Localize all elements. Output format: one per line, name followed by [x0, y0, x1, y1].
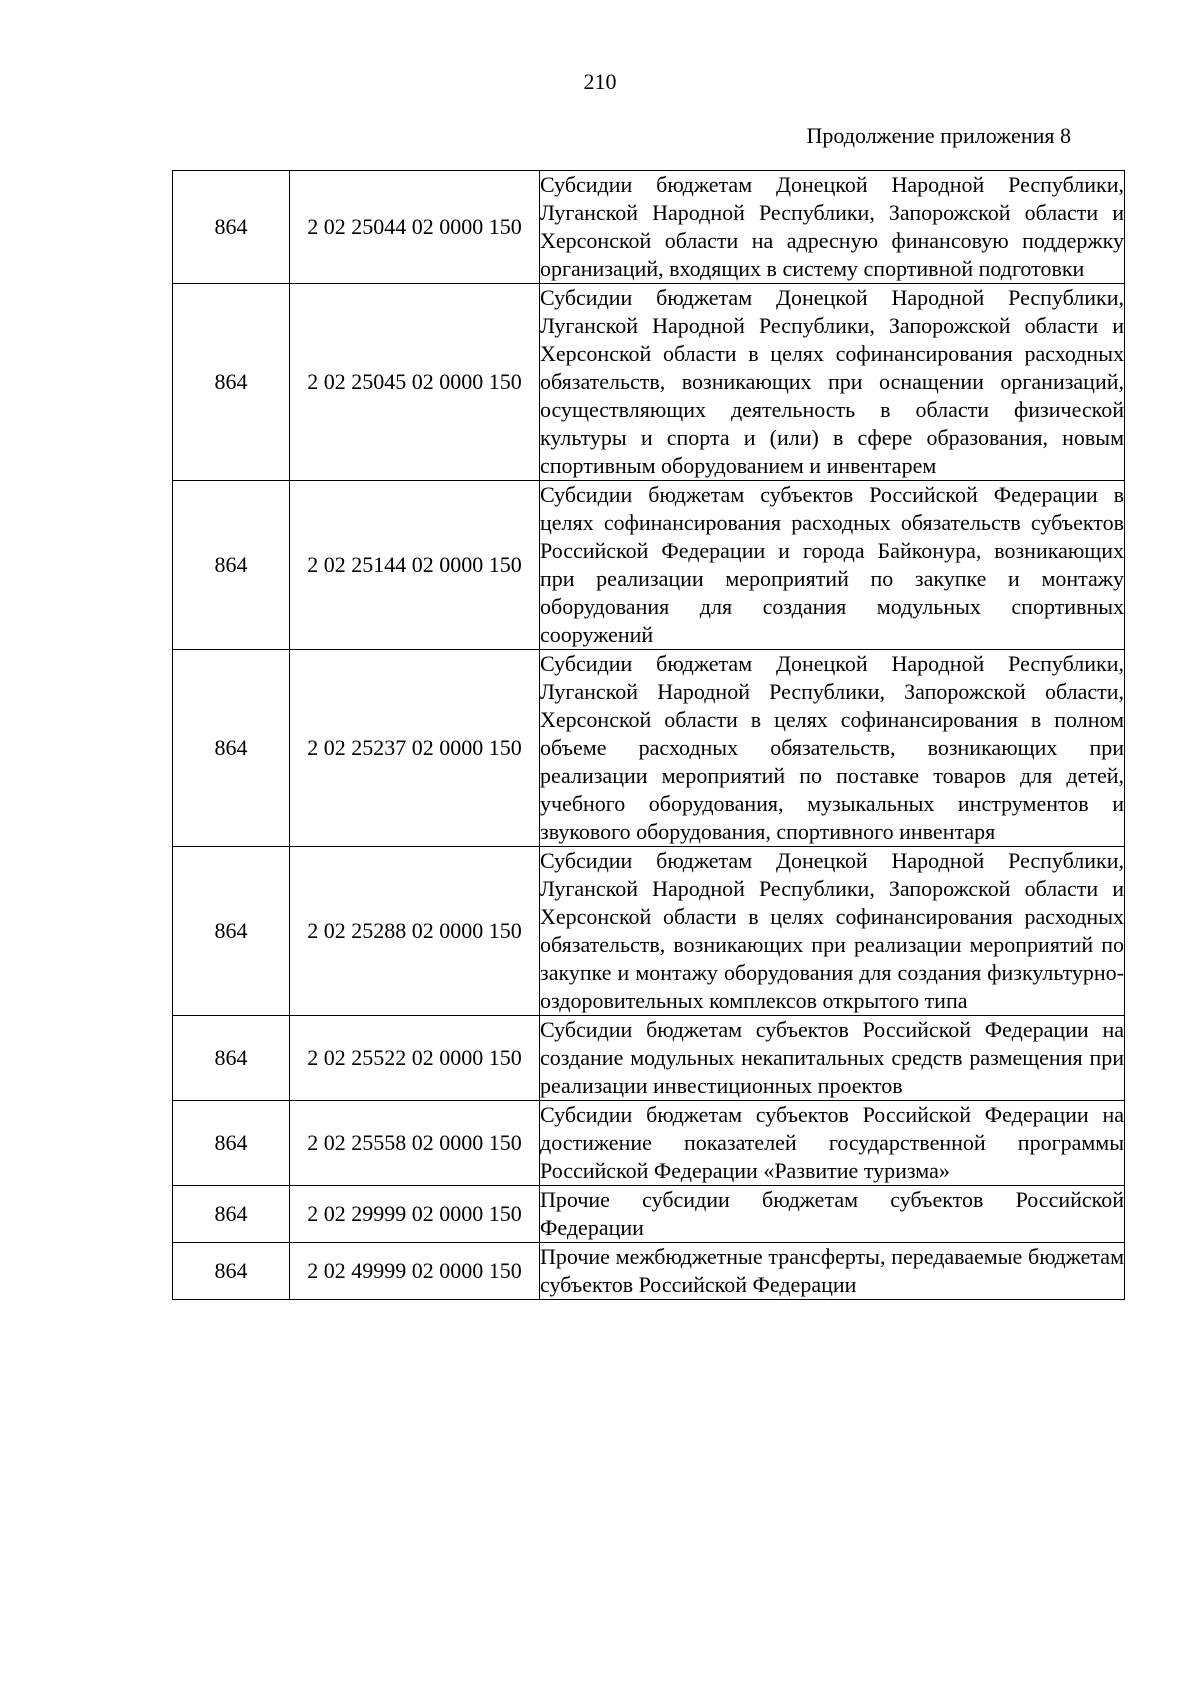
description-cell: [540, 1243, 1125, 1300]
page-number: 210: [583, 69, 617, 94]
description-text: Субсидии бюджетам Донецкой Народной Республики, Луганской Народной Республики, Запорожской области и Херсонской области в целях софинансирования расходных обязательств, возникающих при оснащении организаций, осуществляющих деятельность в области физической культуры и спорта и (или) в сфере образования, новым спортивным оборудованием и инвентарем: [540, 285, 1124, 478]
admin-code-cell: 864: [173, 1186, 290, 1243]
admin-code-cell: 864: [173, 481, 290, 650]
table-body: [173, 171, 1125, 1300]
kbk-code-cell: 2 02 25288 02 0000 150: [290, 847, 540, 1016]
table-row: [173, 1186, 1125, 1243]
description-cell: [540, 650, 1125, 847]
budget-classification-table: [172, 170, 1125, 1300]
admin-code-cell: 864: [173, 171, 290, 284]
description-cell: [540, 847, 1125, 1016]
admin-code-cell: 864: [173, 1243, 290, 1300]
kbk-code-cell: 2 02 25522 02 0000 150: [290, 1016, 540, 1101]
description-cell: [540, 1101, 1125, 1186]
kbk-code-cell: 2 02 25558 02 0000 150: [290, 1101, 540, 1186]
table-row: [173, 1016, 1125, 1101]
admin-code-cell: 864: [173, 1016, 290, 1101]
kbk-code-cell: 2 02 25237 02 0000 150: [290, 650, 540, 847]
admin-code-cell: 864: [173, 650, 290, 847]
table-row: [173, 847, 1125, 1016]
description-text: Субсидии бюджетам субъектов Российской Федерации в целях софинансирования расходных обязательств субъектов Российской Федерации и города Байконура, возникающих при реализации мероприятий по закупке и монтажу оборудования для создания модульных спортивных сооружений: [540, 482, 1124, 647]
description-cell: [540, 284, 1125, 481]
description-cell: [540, 1016, 1125, 1101]
kbk-code-cell: 2 02 25044 02 0000 150: [290, 171, 540, 284]
description-text: Прочие межбюджетные трансферты, передаваемые бюджетам субъектов Российской Федерации: [540, 1244, 1124, 1297]
description-text: Субсидии бюджетам Донецкой Народной Республики, Луганской Народной Республики, Запорожской области и Херсонской области в целях софинансирования расходных обязательств, возникающих при реализации мероприятий по закупке и монтажу оборудования для создания физкультурно-оздоровительных комплексов открытого типа: [540, 848, 1124, 1013]
admin-code-cell: 864: [173, 847, 290, 1016]
appendix-note: Продолжение приложения 8: [806, 123, 1071, 148]
table-row: [173, 171, 1125, 284]
table-row: [173, 284, 1125, 481]
table-row: [173, 1243, 1125, 1300]
kbk-code-cell: 2 02 49999 02 0000 150: [290, 1243, 540, 1300]
admin-code-cell: 864: [173, 284, 290, 481]
kbk-code-cell: 2 02 25045 02 0000 150: [290, 284, 540, 481]
table-row: [173, 650, 1125, 847]
table-row: [173, 481, 1125, 650]
table-row: [173, 1101, 1125, 1186]
description-cell: [540, 481, 1125, 650]
description-text: Прочие субсидии бюджетам субъектов Российской Федерации: [540, 1187, 1124, 1240]
description-text: Субсидии бюджетам субъектов Российской Федерации на достижение показателей государственной программы Российской Федерации «Развитие туризма»: [540, 1102, 1124, 1183]
admin-code-cell: 864: [173, 1101, 290, 1186]
description-text: Субсидии бюджетам Донецкой Народной Республики, Луганской Народной Республики, Запорожской области и Херсонской области на адресную финансовую поддержку организаций, входящих в систему спортивной подготовки: [540, 172, 1124, 281]
description-text: Субсидии бюджетам Донецкой Народной Республики, Луганской Народной Республики, Запорожской области, Херсонской области в целях софинансирования в полном объеме расходных обязательств, возникающих при реализации мероприятий по поставке товаров для детей, учебного оборудования, музыкальных инструментов и звукового оборудования, спортивного инвентаря: [540, 651, 1124, 844]
description-cell: [540, 171, 1125, 284]
kbk-code-cell: 2 02 29999 02 0000 150: [290, 1186, 540, 1243]
description-cell: [540, 1186, 1125, 1243]
description-text: Субсидии бюджетам субъектов Российской Федерации на создание модульных некапитальных средств размещения при реализации инвестиционных проектов: [540, 1017, 1124, 1098]
kbk-code-cell: 2 02 25144 02 0000 150: [290, 481, 540, 650]
